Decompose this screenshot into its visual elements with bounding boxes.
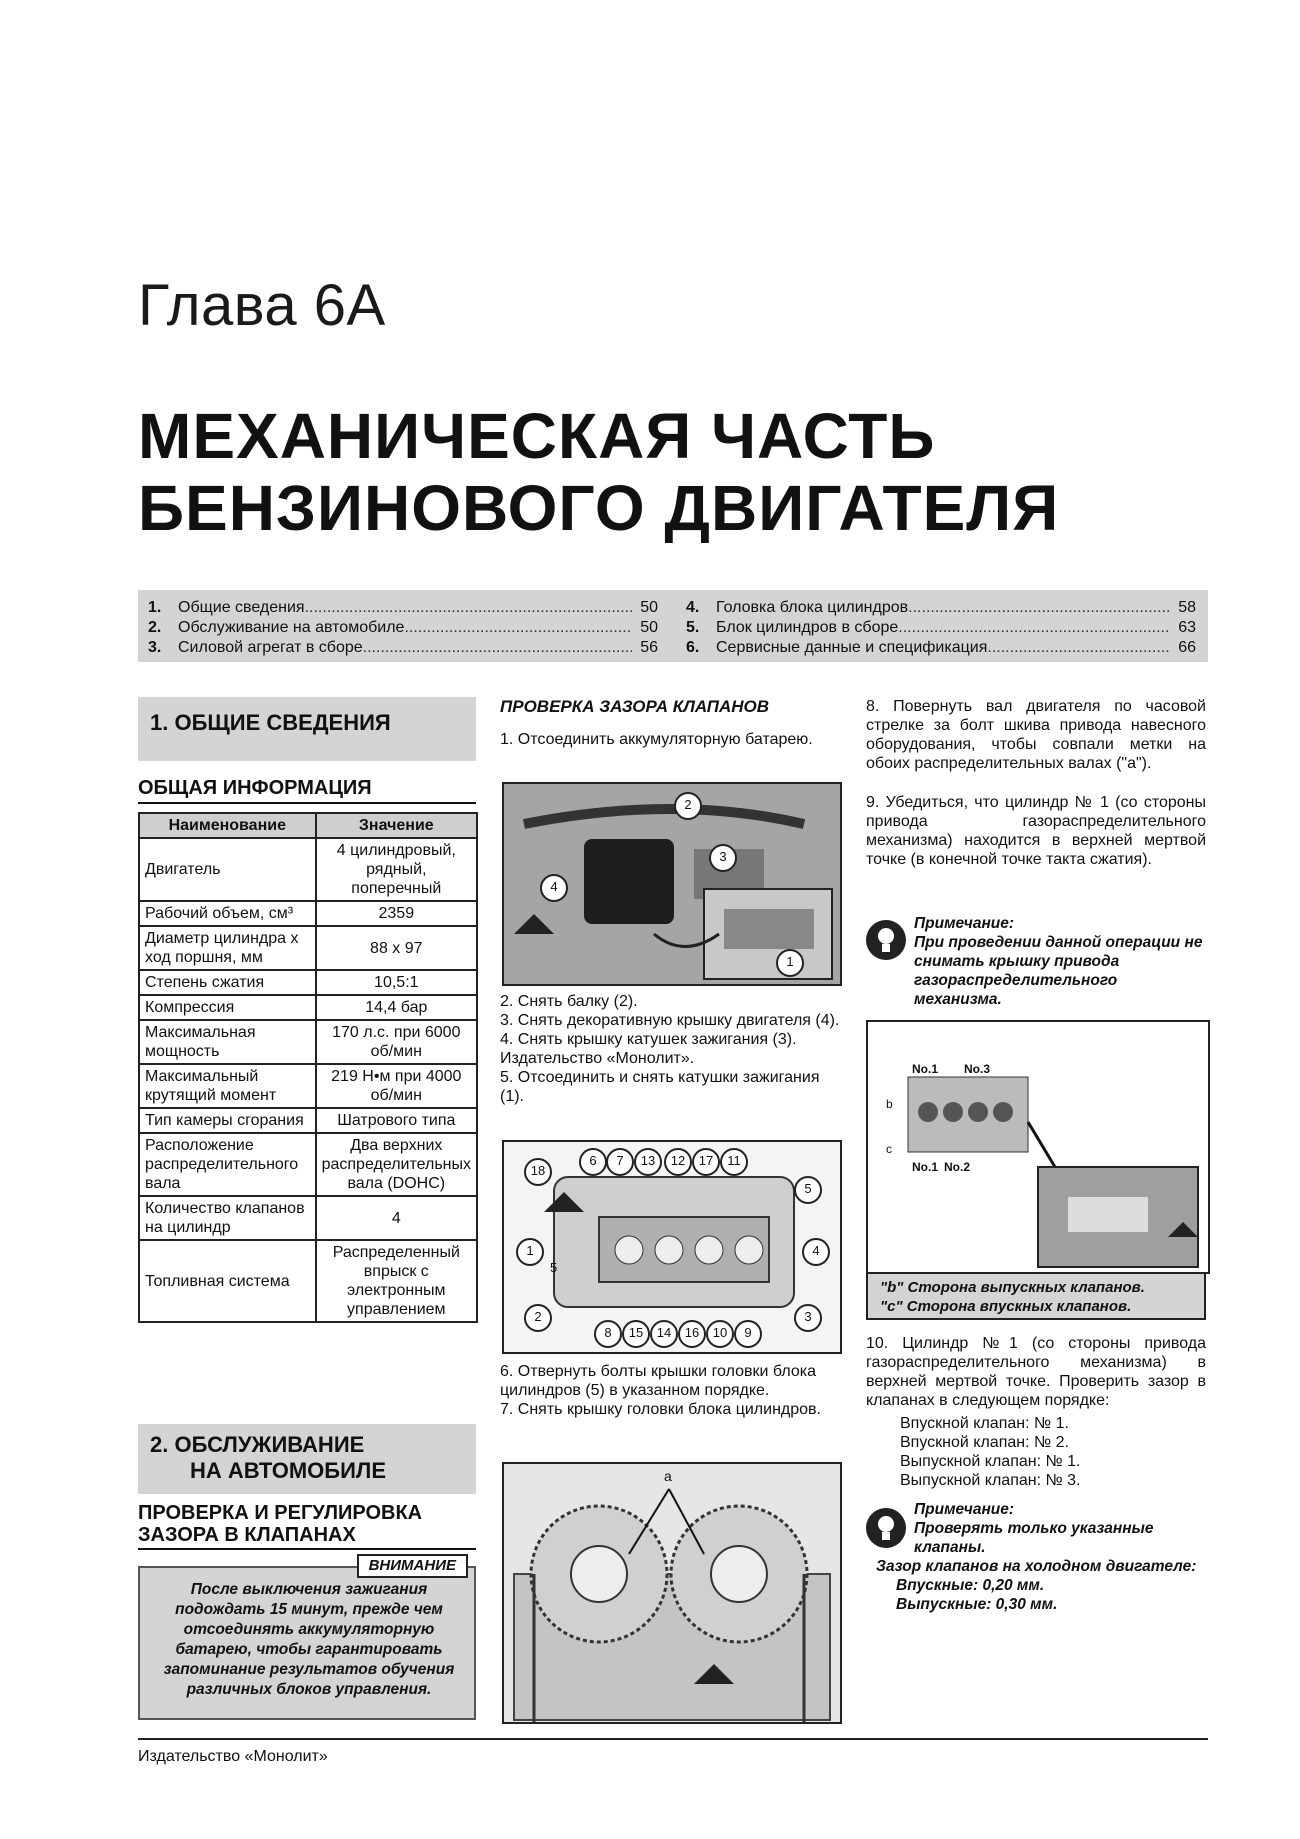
table-row (139, 901, 477, 926)
spec-value: Шатрового типа (316, 1108, 477, 1133)
spec-name: Топливная система (139, 1240, 316, 1322)
step: 4. Снять крышку катушек зажигания (3). Издательство «Монолит». (500, 1031, 797, 1067)
toc-page: 58 (1178, 599, 1196, 616)
section-1-heading: 1. ОБЩИЕ СВЕДЕНИЯ (138, 697, 476, 761)
table-row (139, 1108, 477, 1133)
spec-name: Двигатель (139, 838, 316, 901)
fig2-callout: 3 (794, 1304, 822, 1332)
table-row (139, 1196, 477, 1240)
spec-value: 170 л.с. при 6000 об/мин (316, 1020, 477, 1064)
toc-entry[interactable] (148, 618, 658, 638)
spec-value: Распределенный впрыск с электронным управлением (316, 1240, 477, 1322)
title-line-1: МЕХАНИЧЕСКАЯ ЧАСТЬ (138, 400, 936, 472)
fig1-callout: 3 (709, 844, 737, 872)
step: 6. Отвернуть болты крышки головки блока цилиндров (5) в указанном порядке. (500, 1363, 816, 1399)
warning-text: После выключения зажигания подождать 15 минут, прежде чем отсоединять аккумуляторную батарею, чтобы гарантировать запоминание результатов обучения различных блоков управления. (163, 1581, 455, 1698)
steps-6-7 (500, 1362, 840, 1419)
footer-divider (138, 1738, 1208, 1740)
fig2-callout: 5 (794, 1176, 822, 1204)
toc-label: Головка блока цилиндров (716, 599, 909, 616)
note-2-title: Примечание: (914, 1501, 1015, 1518)
note-1-title: Примечание: (914, 915, 1015, 932)
camshaft-figure (502, 1462, 842, 1724)
toc-left-column (148, 598, 658, 658)
table-header: Значение (316, 813, 477, 838)
fig2-callout: 13 (634, 1148, 662, 1176)
fig2-callout: 11 (720, 1148, 748, 1176)
fig2-callout: 16 (678, 1320, 706, 1348)
step: 5. Отсоединить и снять катушки зажигания (1). (500, 1069, 820, 1105)
toc-entry[interactable] (686, 598, 1196, 618)
fig2-label: 5 (550, 1260, 558, 1275)
spec-name: Компрессия (139, 995, 316, 1020)
section-2-title-line: 2. ОБСЛУЖИВАНИЕ (150, 1432, 365, 1457)
note-1 (914, 914, 1204, 1009)
fig3-label: a (664, 1468, 672, 1484)
fig2-callout: 2 (524, 1304, 552, 1332)
table-row (139, 926, 477, 970)
toc-num: 2. (148, 619, 162, 636)
caption-b: "b" Сторона выпускных клапанов. (880, 1279, 1145, 1296)
toc-page: 63 (1178, 619, 1196, 636)
table-row (139, 1133, 477, 1196)
spec-value: 88 x 97 (316, 926, 477, 970)
note-icon (866, 920, 906, 960)
spec-value: 4 (316, 1196, 477, 1240)
valve-diagram-figure (866, 1020, 1210, 1274)
list-item: Выпускной клапан: № 1. (900, 1453, 1081, 1470)
toc-page: 50 (640, 619, 658, 636)
toc-entry[interactable] (148, 638, 658, 658)
fig2-callout: 18 (524, 1158, 552, 1186)
step: 7. Снять крышку головки блока цилиндров. (500, 1401, 821, 1418)
toc-num: 1. (148, 599, 162, 616)
table-header: Наименование (139, 813, 316, 838)
fig2-callout: 14 (650, 1320, 678, 1348)
valve-check-heading: ПРОВЕРКА ЗАЗОРА КЛАПАНОВ (500, 697, 770, 716)
spec-table (138, 812, 478, 1323)
toc-num: 6. (686, 639, 700, 656)
warning-label: ВНИМАНИЕ (357, 1554, 468, 1578)
fig2-callout: 10 (706, 1320, 734, 1348)
toc-right-column (686, 598, 1196, 658)
spec-name: Диаметр цилиндра х ход поршня, мм (139, 926, 316, 970)
table-of-contents (138, 590, 1208, 662)
spec-value: 14,4 бар (316, 995, 477, 1020)
step-8: 8. Повернуть вал двигателя по часовой стрелке за болт шкива привода навесного оборудования, чтобы совпали метки на обоих распределительных валах ("a"). (866, 698, 1206, 772)
valve-adjust-heading: ПРОВЕРКА И РЕГУЛИРОВКА ЗАЗОРА В КЛАПАНАХ (138, 1502, 476, 1550)
step-1: 1. Отсоединить аккумуляторную батарею. (500, 731, 813, 748)
toc-entry[interactable] (686, 638, 1196, 658)
note-2-gap: Зазор клапанов на холодном двигателе: (876, 1558, 1197, 1575)
fig1-callout: 2 (674, 792, 702, 820)
spec-name: Степень сжатия (139, 970, 316, 995)
warning-box (138, 1557, 476, 1720)
camshaft-drawing (504, 1464, 840, 1722)
table-row (139, 995, 477, 1020)
spec-value: 219 Н•м при 4000 об/мин (316, 1064, 477, 1108)
toc-label: Сервисные данные и спецификация (716, 639, 988, 656)
toc-page: 66 (1178, 639, 1196, 656)
table-row (139, 838, 477, 901)
note-2-intake: Впускные: 0,20 мм. (896, 1577, 1045, 1594)
fig1-callout: 4 (540, 874, 568, 902)
toc-num: 4. (686, 599, 700, 616)
fig4-label: No.1 (912, 1062, 939, 1076)
spec-name: Максимальный крутящий момент (139, 1064, 316, 1108)
list-item: Впускной клапан: № 1. (900, 1415, 1069, 1432)
step-10: 10. Цилиндр №1 (со стороны привода газораспределительного механизма) в верхней мертвой точке. Проверить зазор в клапанах в следующем порядке: (866, 1335, 1206, 1409)
fig2-callout: 7 (606, 1148, 634, 1176)
fig4-label: No.1 (912, 1160, 939, 1174)
section-2-heading (138, 1424, 476, 1494)
spec-name: Максимальная мощность (139, 1020, 316, 1064)
fig1-callout: 1 (776, 949, 804, 977)
toc-num: 5. (686, 619, 700, 636)
head-cover-figure (502, 1140, 842, 1354)
toc-label: Общие сведения (178, 599, 305, 616)
fig2-callout: 17 (692, 1148, 720, 1176)
fig2-callout: 15 (622, 1320, 650, 1348)
table-row (139, 1064, 477, 1108)
fig2-callout: 4 (802, 1238, 830, 1266)
toc-page: 50 (640, 599, 658, 616)
figure-caption (866, 1272, 1206, 1320)
spec-value: 10,5:1 (316, 970, 477, 995)
toc-label: Обслуживание на автомобиле (178, 619, 405, 636)
fig2-callout: 8 (594, 1320, 622, 1348)
fig2-callout: 1 (516, 1238, 544, 1266)
valve-order-list (900, 1414, 1200, 1490)
title-line-2: БЕНЗИНОВОГО ДВИГАТЕЛЯ (138, 472, 1060, 544)
spec-value: 4 цилиндровый, рядный, поперечный (316, 838, 477, 901)
spec-value: Два верхних распределительных вала (DOHC) (316, 1133, 477, 1196)
caption-c: "c" Сторона впускных клапанов. (880, 1298, 1132, 1315)
spec-name: Рабочий объем, см³ (139, 901, 316, 926)
list-item: Впускной клапан: № 2. (900, 1434, 1069, 1451)
note-2-text: Проверять только указанные клапаны. (914, 1520, 1154, 1556)
fig2-callout: 9 (734, 1320, 762, 1348)
engine-bay-figure (502, 782, 842, 986)
toc-entry[interactable] (686, 618, 1196, 638)
spec-name: Расположение распределительного вала (139, 1133, 316, 1196)
table-row (139, 970, 477, 995)
toc-entry[interactable] (148, 598, 658, 618)
general-info-heading: ОБЩАЯ ИНФОРМАЦИЯ (138, 777, 476, 804)
toc-page: 56 (640, 639, 658, 656)
chapter-label: Глава 6А (138, 273, 386, 338)
fig2-callout: 6 (579, 1148, 607, 1176)
fig2-callout: 12 (664, 1148, 692, 1176)
section-2-title-line: НА АВТОМОБИЛЕ (190, 1458, 387, 1483)
toc-label: Силовой агрегат в сборе (178, 639, 363, 656)
step: 3. Снять декоративную крышку двигателя (4). (500, 1012, 840, 1029)
note-1-text: При проведении данной операции не снимать крышку привода газораспределительного механизма. (914, 934, 1203, 1008)
note-2-exhaust: Выпускные: 0,30 мм. (896, 1596, 1058, 1613)
fig4-label: No.2 (944, 1160, 971, 1174)
table-row (139, 1020, 477, 1064)
toc-label: Блок цилиндров в сборе (716, 619, 899, 636)
step-9: 9. Убедиться, что цилиндр № 1 (со стороны привода газораспределительного механизма) находится в верхней мертвой точке (в конечной точке такта сжатия). (866, 794, 1206, 868)
table-header-row (139, 813, 477, 838)
step: 2. Снять балку (2). (500, 993, 638, 1010)
note-2 (866, 1500, 1206, 1614)
spec-value: 2359 (316, 901, 477, 926)
fig4-label: c (886, 1142, 892, 1156)
spec-name: Тип камеры сгорания (139, 1108, 316, 1133)
fig4-label: No.3 (964, 1062, 991, 1076)
table-row (139, 1240, 477, 1322)
steps-2-5 (500, 992, 840, 1106)
list-item: Выпускной клапан: № 3. (900, 1472, 1081, 1489)
page-title (138, 400, 1059, 544)
fig4-label: b (886, 1097, 893, 1111)
spec-name: Количество клапанов на цилиндр (139, 1196, 316, 1240)
footer-publisher: Издательство «Монолит» (138, 1748, 328, 1765)
toc-num: 3. (148, 639, 162, 656)
valve-diagram-drawing (868, 1022, 1208, 1272)
